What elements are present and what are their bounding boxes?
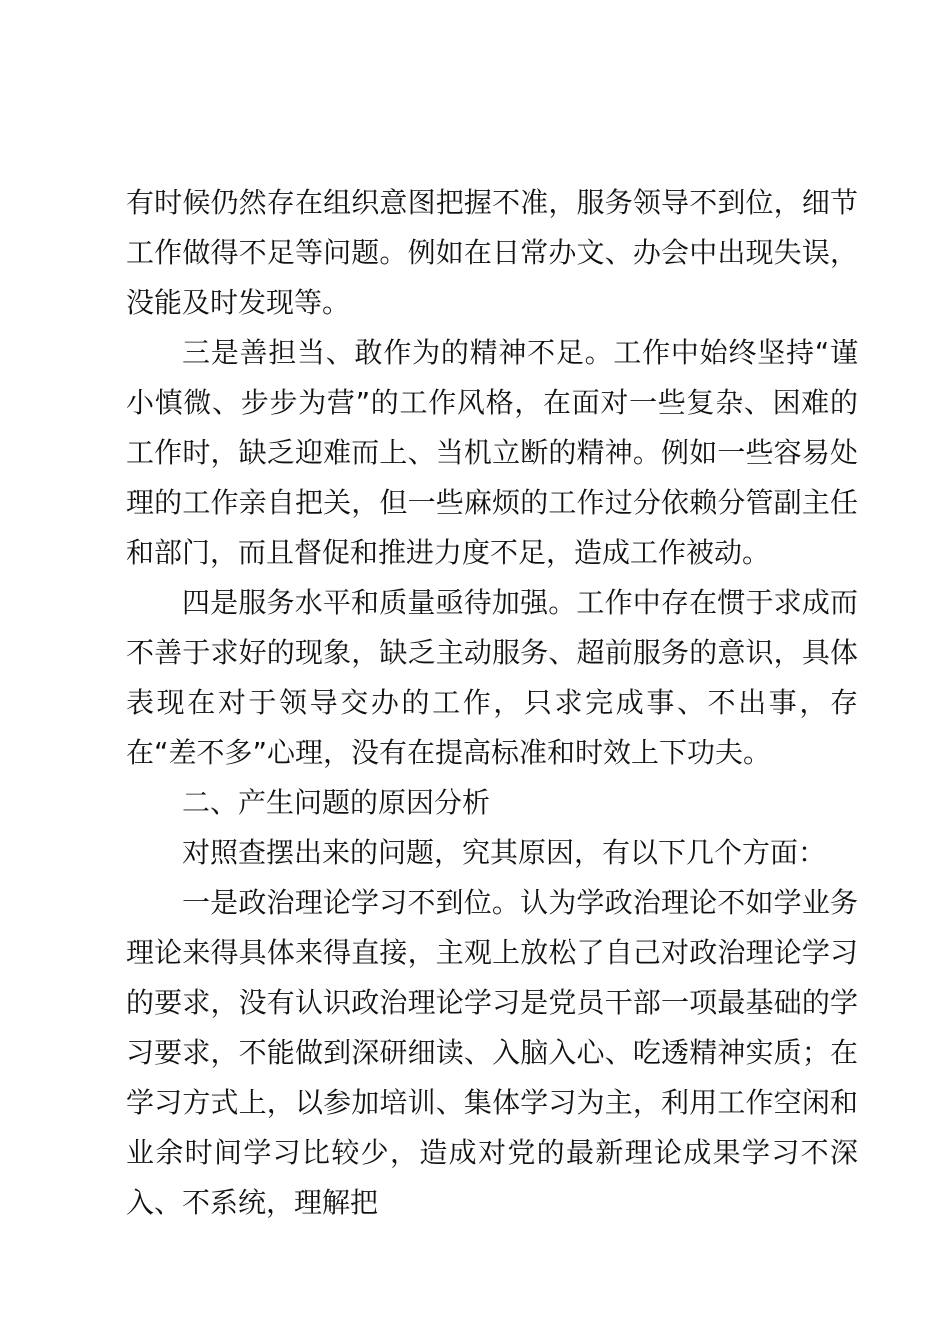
paragraph-cause-one: 一是政治理论学习不到位。认为学政治理论不如学业务理论来得具体来得直接，主观上放松了自己对政治理论学习的要求，没有认识政治理论学习是党员干部一项最基础的学习要求，不能做到深研细读、入脑入心、吃透精神实质；在学习方式上，以参加培训、集体学习为主，利用工作空闲和业余时间学习比较少，造成对党的最新理论成果学习不深入、不系统，理解把 bbox=[126, 886, 858, 1219]
paragraph-point-four: 四是服务水平和质量亟待加强。工作中存在惯于求成而不善于求好的现象，缺乏主动服务、超前服务的意识，具体表现在对于领导交办的工作，只求完成事、不出事，存在“差不多”心理，没有在提高标准和时效上下功夫。 bbox=[126, 586, 858, 769]
section-heading-cause-analysis: 二、产生问题的原因分析 bbox=[182, 786, 491, 819]
document-body bbox=[126, 178, 858, 1228]
paragraph-intro-causes: 对照查摆出来的问题，究其原因，有以下几个方面： bbox=[182, 836, 827, 869]
paragraph-continuation: 有时候仍然存在组织意图把握不准，服务领导不到位，细节工作做得不足等问题。例如在日常办文、办会中出现失误，没能及时发现等。 bbox=[126, 186, 858, 319]
paragraph-point-three: 三是善担当、敢作为的精神不足。工作中始终坚持“谨小慎微、步步为营”的工作风格，在面对一些复杂、困难的工作时，缺乏迎难而上、当机立断的精神。例如一些容易处理的工作亲自把关，但一些麻烦的工作过分依赖分管副主任和部门，而且督促和推进力度不足，造成工作被动。 bbox=[126, 336, 858, 569]
